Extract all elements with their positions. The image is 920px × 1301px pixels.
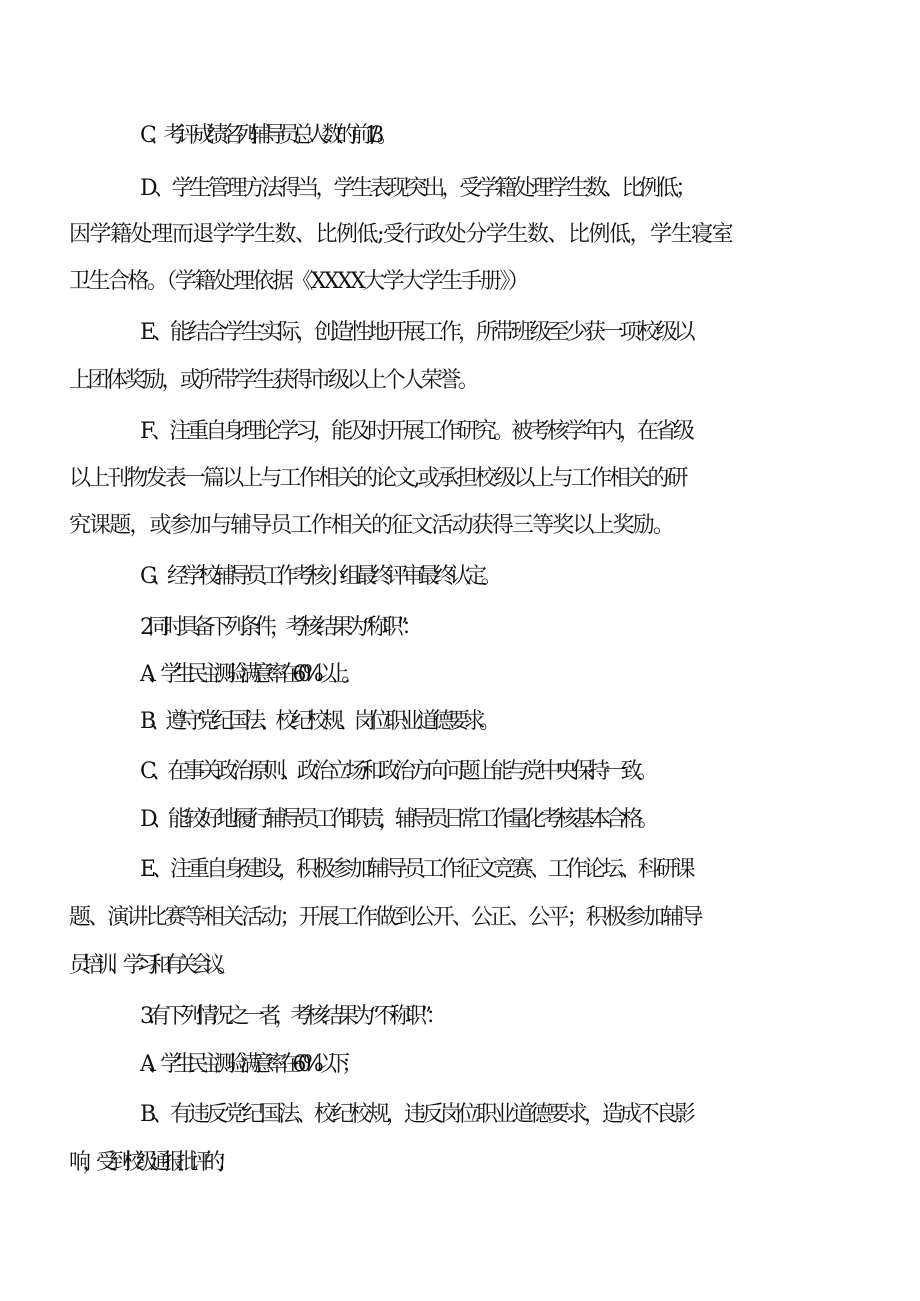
qualified-d-text: D、能较好地履行辅导员工作职责，辅导员日常工作量化考核基本合格。: [140, 807, 654, 832]
criterion-e-text: E、能结合学生实际，创造性地开展工作，所带班级至少获一项校级以: [140, 320, 692, 345]
criterion-f-text: F、注重自身理论学习，能及时开展工作研究。被考核学年内，在省级: [140, 419, 691, 444]
qualified-e-text: E、注重自身建设，积极参加辅导员工作征文竞赛、工作论坛、科研课: [140, 857, 692, 882]
criterion-c-text: C、考评成绩名列辅导员总人数的前1/3。: [140, 123, 392, 148]
criterion-d-continuation: 卫生合格。（学籍处理依据《XXXX大学大学生手册》）: [69, 269, 528, 294]
unqualified-b-text: B、有违反党纪国法、校纪校规，违反岗位职业道德要求，造成不良影: [140, 1102, 692, 1127]
unqualified-b-continuation: 响，受到校级通报批评的；: [69, 1150, 231, 1175]
qualified-e-continuation: 员培训、学习和有关会议。: [69, 953, 231, 978]
qualified-c-text: C、在事关政治原则、政治立场和政治方向问题上能与党中央保持一致。: [140, 759, 654, 784]
criterion-d-continuation: 因学籍处理而退学学生数、比例低;受行政处分学生数、比例低，学生寝室: [69, 222, 733, 247]
criterion-g-text: G、经学校辅导员工作考核小组最终评审最终认定。: [140, 564, 497, 589]
section-3-heading: 3 .有下列情况之一者，考核结果为“不称职”：: [140, 1004, 442, 1029]
criterion-f-continuation: 究课题，或参加与辅导员工作相关的征文活动获得三等奖以上奖励。: [69, 513, 674, 538]
qualified-b-text: B、遵守党纪国法、校纪校规、岗位职业道德要求。: [140, 709, 495, 734]
criterion-f-continuation: 以上刊物发表一篇以上与工作相关的论文,或承担校级以上与工作相关的研: [69, 466, 686, 491]
criterion-e-continuation: 上团体奖励，或所带学生获得市级以上个人荣誉。: [69, 368, 477, 393]
section-2-heading: 2 .同时具备下列条件，考核结果为“称职”：: [140, 615, 417, 640]
qualified-e-continuation: 题、演讲比赛等相关活动；开展工作做到公开、公正、公平；积极参加辅导: [69, 905, 701, 930]
criterion-d-text: D、学生管理方法得当，学生表现突出，受学籍处理学生数、比例低；: [140, 176, 694, 201]
unqualified-a-text: A、学生民主测验满意率在60%以下；: [140, 1052, 355, 1077]
qualified-a-text: A、学生民主测验满意率在60%以上。: [140, 662, 355, 687]
